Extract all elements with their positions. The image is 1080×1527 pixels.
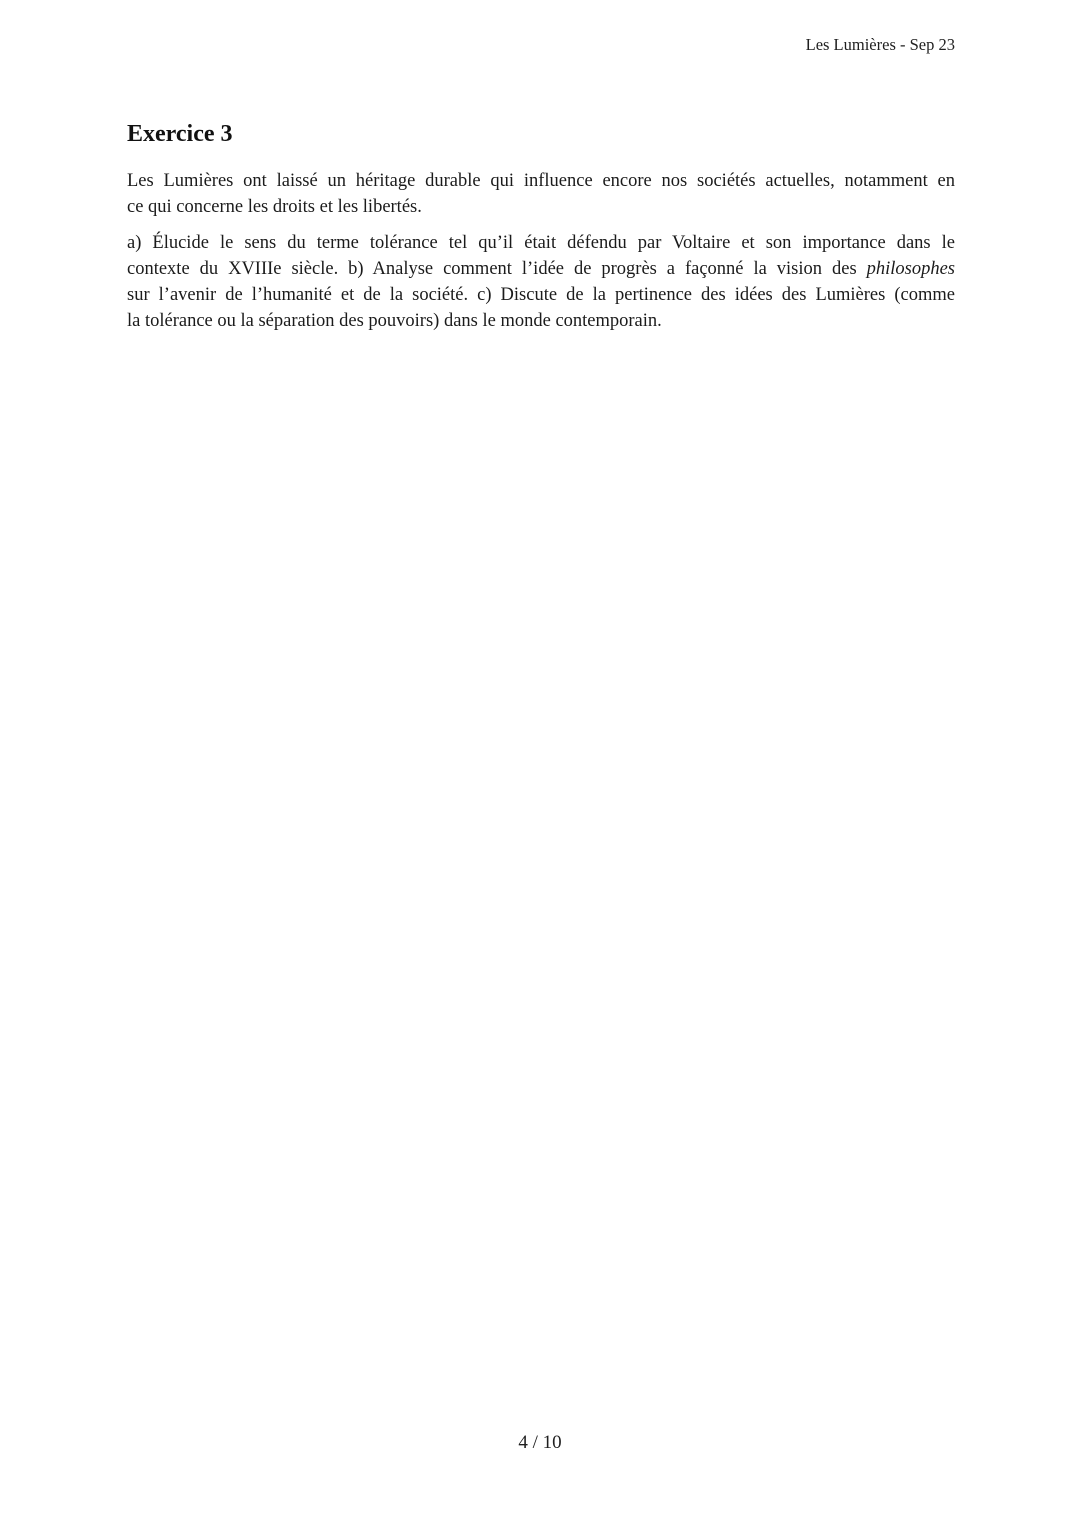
page-footer — [0, 1431, 1080, 1455]
paragraphs — [127, 168, 955, 334]
body-text: ce qui concerne les droits et les libertés. — [127, 197, 422, 217]
body-text: sur l’avenir de l’humanité et de la société. c) Discute de la pertinence des idées des Lumières (comme — [127, 285, 955, 305]
page-header — [127, 35, 955, 55]
paragraph-line — [127, 308, 955, 334]
body-text: Les Lumières ont laissé un héritage durable qui influence encore nos sociétés actuelles, notamment en — [127, 171, 955, 191]
body-paragraph — [127, 168, 955, 220]
body-text: la tolérance ou la séparation des pouvoirs) dans le monde contemporain. — [127, 311, 662, 331]
page-number: 4 / 10 — [518, 1432, 562, 1453]
paragraph-line — [127, 168, 955, 194]
paragraph-line — [127, 194, 955, 220]
exercise-heading: Exercice 3 — [127, 121, 233, 147]
paragraph-line — [127, 256, 955, 282]
italic-text: philosophes — [866, 259, 955, 279]
document-content — [127, 120, 955, 344]
paragraph-line — [127, 282, 955, 308]
body-text: contexte du XVIIIe siècle. b) Analyse comment l’idée de progrès a façonné la vision des — [127, 259, 867, 279]
body-paragraph — [127, 230, 955, 334]
body-text: a) Élucide le sens du terme tolérance tel qu’il était défendu par Voltaire et son importance dans le — [127, 233, 955, 253]
running-header-title: Les Lumières - Sep 23 — [805, 35, 955, 54]
paragraph-line — [127, 230, 955, 256]
